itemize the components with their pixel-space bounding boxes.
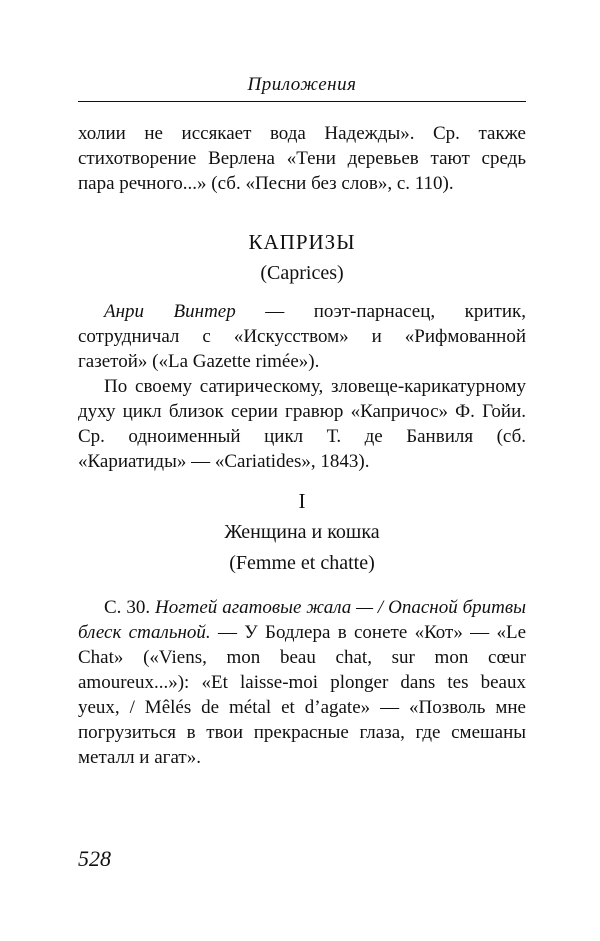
note-paragraph-goya: По своему сатирическому, зловеще-карикатурному духу цикл близок серии гравюр «Капричос» Ф. Гойи. Ср. одноименный цикл Т. де Банвиля (сб. «Кариатиды» — «Cariatides», 1843).	[78, 376, 526, 472]
poem-heading	[78, 489, 526, 576]
intro-paragraph: холии не иссякает вода Надежды». Ср. также стихотворение Верлена «Тени деревьев тают средь пара речного...» (сб. «Песни без слов», с. 110).	[78, 123, 526, 194]
note-paragraph-winter	[78, 299, 526, 374]
intro-block	[78, 121, 526, 196]
poem-notes	[78, 595, 526, 770]
section-title: КАПРИЗЫ	[248, 230, 356, 254]
poem-note-ref: С. 30.	[104, 597, 155, 618]
section-heading	[78, 230, 526, 286]
header-rule	[78, 101, 526, 102]
poem-note-paragraph	[78, 595, 526, 770]
poem-note-quote: Ногтей агатовые жала — / Опасной бритвы блеск стальной.	[78, 597, 526, 643]
poem-number: I	[298, 489, 306, 513]
poem-note-comment: — У Бодлера в сонете «Кот» — «Le Chat» («Viens, mon beau chat, sur mon cœur amoureux...»): «Et laisse-moi plonger dans tes beaux yeux, / Mêlés de métal et d’agate» — «Позволь мне погрузиться в твои прекрасные глаза, где смешаны металл и агат».	[78, 622, 527, 768]
book-page	[78, 0, 526, 941]
note-paragraph-winter-text: — поэт-парнасец, критик, сотрудничал с «Искусством» и «Рифмованной газетой» («La Gazette rimée»).	[78, 301, 527, 372]
poem-title-original: (Femme et chatte)	[229, 552, 375, 574]
section-title-original: (Caprices)	[260, 262, 344, 284]
page-number: 528	[78, 846, 111, 871]
running-head: Приложения	[247, 74, 357, 95]
poem-title: Женщина и кошка	[224, 521, 380, 543]
section-notes	[78, 299, 526, 474]
note-name-italic: Анри Винтер	[104, 301, 236, 322]
